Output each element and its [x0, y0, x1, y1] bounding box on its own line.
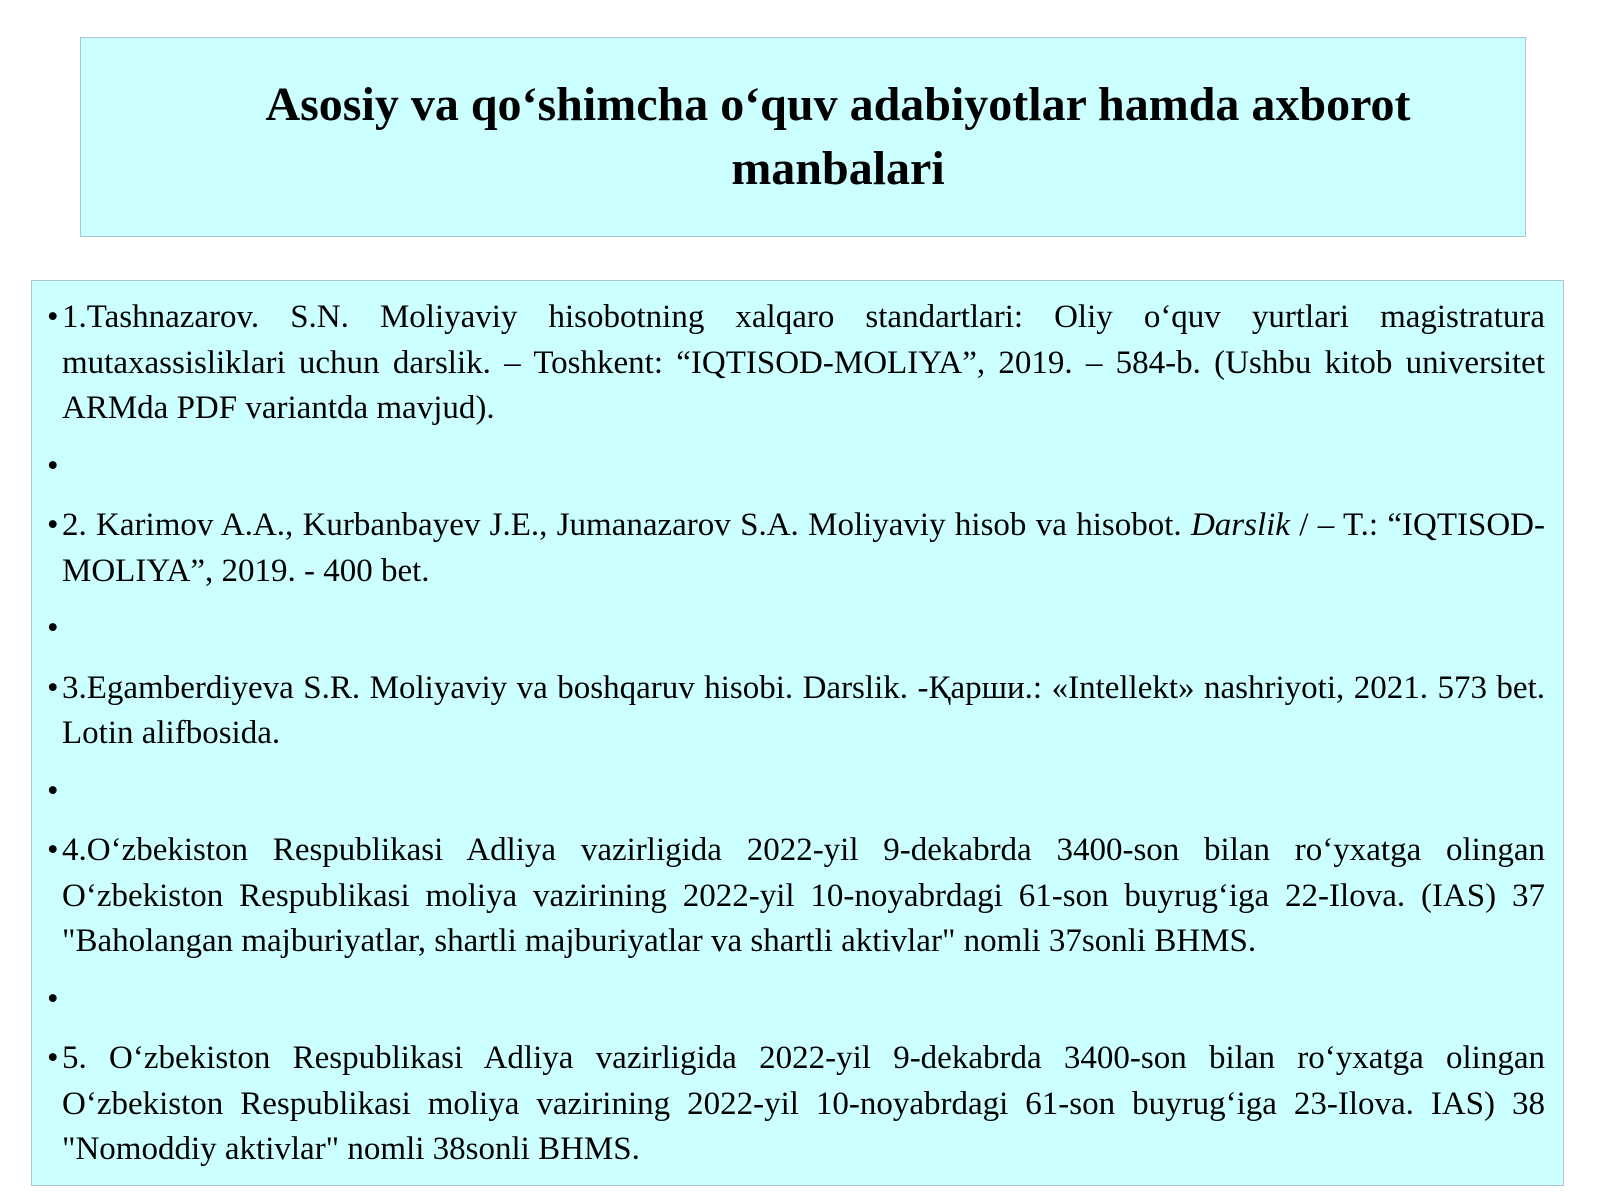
list-item-text-part: 2. Karimov A.A., Kurbanbayev J.E., Jumanazarov S.A. Moliyaviy hisob va hisobot. — [62, 507, 1191, 543]
bullet-icon: • — [47, 447, 59, 484]
list-item-text — [62, 507, 1545, 589]
list-item — [47, 666, 1545, 757]
bibliography-list — [47, 295, 1545, 1173]
empty-list-item — [47, 769, 1545, 815]
bullet-icon: • — [47, 980, 59, 1017]
bullet-icon: • — [47, 299, 59, 335]
list-item — [47, 295, 1545, 432]
empty-list-item — [47, 606, 1545, 652]
list-item — [47, 503, 1545, 594]
list-item — [47, 828, 1545, 965]
slide-title-box — [80, 37, 1526, 237]
list-item-text: 1.Tashnazarov. S.N. Moliyaviy hisobotning xalqaro standartlari: Oliy o‘quv yurtlari magistratura mutaxassisliklari uchun darslik. – Toshkent: “IQTISOD-MOLIYA”, 2019. – 584-b. (Ushbu kitob universitet ARMda PDF variantda mavjud). — [62, 299, 1545, 426]
empty-list-item — [47, 977, 1545, 1023]
bullet-icon: • — [47, 507, 59, 543]
bibliography-box — [31, 280, 1564, 1186]
list-item-text: 5. O‘zbekiston Respublikasi Adliya vazirligida 2022-yil 9-dekabrda 3400-son bilan ro‘yxatga olingan O‘zbekiston Respublikasi moliya vazirining 2022-yil 10-noyabrdagi 61-son buyrug‘iga 23-Ilova. IAS) 38 "Nomoddiy aktivlar" nomli 38sonli BHMS. — [62, 1040, 1545, 1167]
bullet-icon: • — [47, 772, 59, 809]
bullet-icon: • — [47, 1040, 59, 1076]
list-item-italic-text: Darslik — [1190, 507, 1290, 543]
bullet-icon: • — [47, 669, 59, 706]
list-item-text-part: / – T.: “IQTISOD-MOLIYA”, 2019. - 400 bet. — [62, 507, 1545, 589]
list-item — [47, 1036, 1545, 1173]
empty-list-item — [47, 444, 1545, 490]
list-item-text: 4.O‘zbekiston Respublikasi Adliya vazirligida 2022-yil 9-dekabrda 3400-son bilan ro‘yxatga olingan O‘zbekiston Respublikasi moliya vazirining 2022-yil 10-noyabrdagi 61-son buyrug‘iga 22-Ilova. (IAS) 37 "Baholangan majburiyatlar, shartli majburiyatlar va shartli aktivlar" nomli 37sonli BHMS. — [62, 832, 1545, 959]
bullet-icon: • — [47, 610, 59, 646]
list-item-text: 3.Egamberdiyeva S.R. Moliyaviy va boshqaruv hisobi. Darslik. -Қарши.: «Intellekt» nashriyoti, 2021. 573 bet. Lotin alifbosida. — [62, 669, 1545, 751]
slide-title: Asosiy va qo‘shimcha o‘quv adabiyotlar hamda axborot manbalari — [265, 78, 1411, 195]
bullet-icon: • — [47, 832, 59, 868]
